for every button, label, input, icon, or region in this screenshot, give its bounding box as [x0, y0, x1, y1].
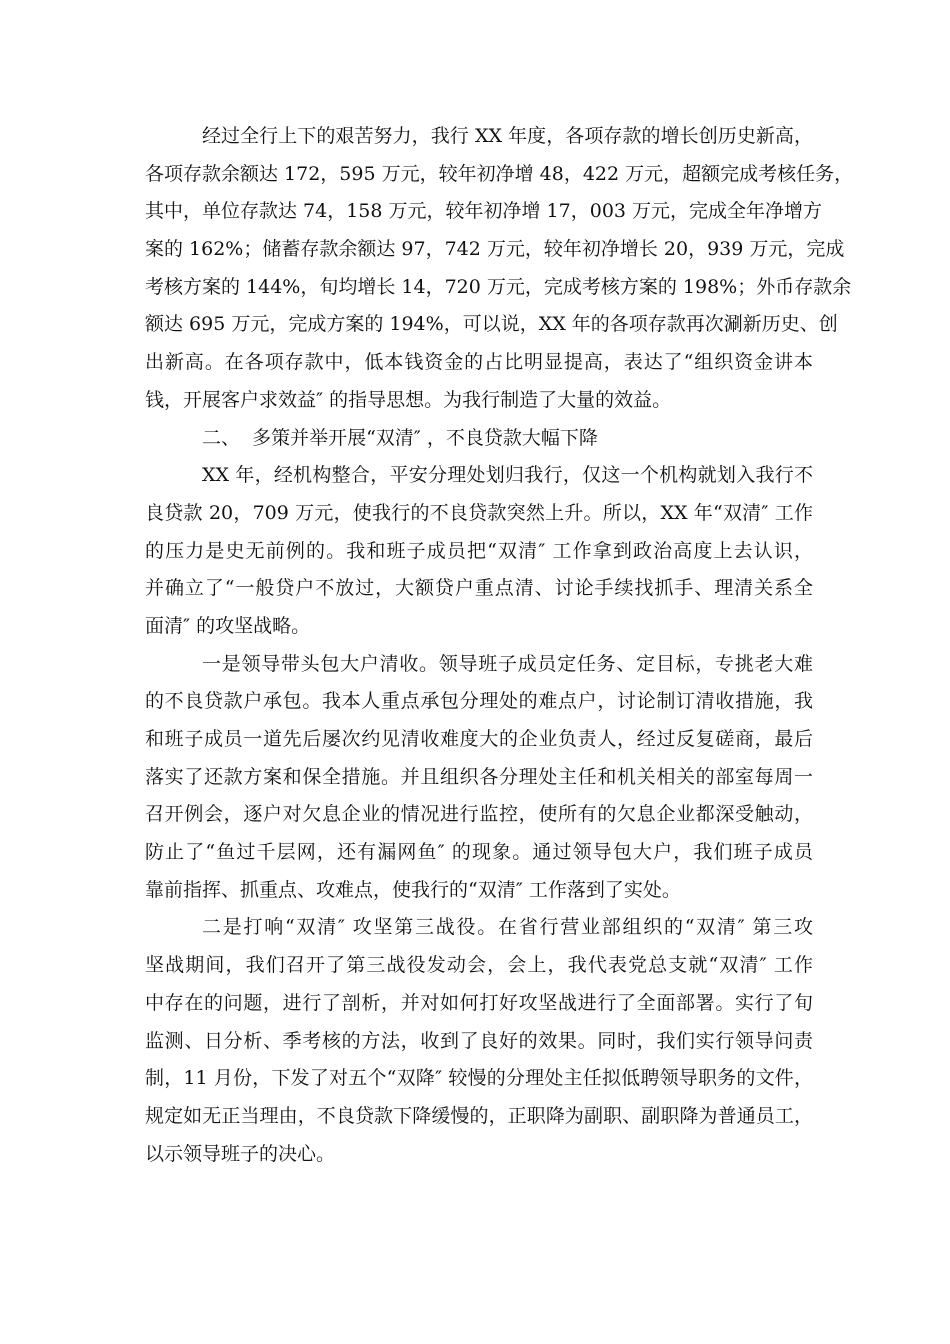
text-line: 落实了还款方案和保全措施。并且组织各分理处主任和机关相关的部室每周一 — [145, 765, 813, 788]
document-body — [145, 118, 854, 1173]
text-line: 一是领导带头包大户清收。领导班子成员定任务、定目标，专挑老大难 — [202, 652, 813, 675]
text-line: 的不良贷款户承包。我本人重点承包分理处的难点户，讨论制订清收措施，我 — [145, 690, 813, 713]
text-line: 经过全行上下的艰苦努力，我行 XX 年度，各项存款的增长创历史新高， — [202, 125, 813, 147]
text-line: XX 年，经机构整合，平安分理处划归我行，仅这一个机构就划入我行不 — [202, 464, 813, 487]
text-line: 召开例会，逐户对欠息企业的情况进行监控，使所有的欠息企业都深受触动， — [145, 803, 813, 826]
text-line: 中存在的问题，进行了剖析，并对如何打好攻坚战进行了全面部署。实行了旬 — [145, 991, 813, 1014]
text-line: 出新高。在各项存款中，低本钱资金的占比明显提高，表达了“组织资金讲本 — [145, 351, 813, 374]
paragraph-double-clear-pressure — [145, 457, 813, 645]
text-line: 其中，单位存款达 74，158 万元，较年初净增 17，003 万元，完成全年净增方 — [145, 200, 823, 223]
paragraph-deposit-growth — [145, 118, 854, 420]
text-line: 二是打响“双清″ 攻坚第三战役。在省行营业部组织的“双清″ 第三攻 — [202, 916, 813, 939]
text-line: 并确立了“一般贷户不放过，大额贷户重点清、讨论手续找抓手、理清关系全 — [145, 577, 813, 600]
paragraph-leaders-collect — [145, 646, 813, 910]
text-line: 的压力是史无前例的。我和班子成员把“双清″ 工作拿到政治高度上去认识， — [145, 539, 813, 562]
text-line: 良贷款 20，709 万元，使我行的不良贷款突然上升。所以，XX 年“双清″ 工作 — [145, 501, 813, 524]
section-heading-2 — [145, 420, 813, 458]
text-line: 额达 695 万元，完成方案的 194%，可以说，XX 年的各项存款再次涮新历史、创 — [145, 313, 838, 336]
text-line: 案的 162%；储蓄存款余额达 97，742 万元，较年初净增长 20，939 万元，完成 — [145, 238, 845, 261]
paragraph-third-campaign — [145, 909, 813, 1173]
text-line: 考核方案的 144%，旬均增长 14，720 万元，完成考核方案的 198%；外币存款余 — [145, 275, 852, 298]
text-line: 监测、日分析、季考核的方法，收到了良好的效果。同时，我们实行领导问责 — [145, 1029, 813, 1052]
text-line: 靠前指挥、抓重点、攻难点，使我行的“双清″ 工作落到了实处。 — [145, 878, 681, 901]
text-line: 各项存款余额达 172，595 万元，较年初净增 48，422 万元，超额完成考核任务， — [145, 162, 854, 185]
text-line: 防止了“鱼过千层网，还有漏网鱼″ 的现象。通过领导包大户，我们班子成员 — [145, 841, 813, 864]
text-line: 制，11 月份，下发了对五个“双降″ 较慢的分理处主任拟低聘领导职务的文件， — [145, 1067, 813, 1090]
text-line: 钱，开展客户求效益″ 的指导思想。为我行制造了大量的效益。 — [145, 388, 672, 411]
text-line: 面清″ 的攻坚战略。 — [145, 614, 311, 637]
text-line: 和班子成员一道先后屡次约见清收难度大的企业负责人，经过反复磋商，最后 — [145, 728, 813, 750]
text-line: 以示领导班子的决心。 — [145, 1142, 336, 1165]
heading-text: 二、 多策并举开展“双清″ ，不良贷款大幅下降 — [202, 426, 598, 449]
text-line: 坚战期间，我们召开了第三战役发动会，会上，我代表党总支就“双清″ 工作 — [145, 954, 813, 977]
text-line: 规定如无正当理由，不良贷款下降缓慢的，正职降为副职、副职降为普通员工， — [145, 1104, 813, 1127]
